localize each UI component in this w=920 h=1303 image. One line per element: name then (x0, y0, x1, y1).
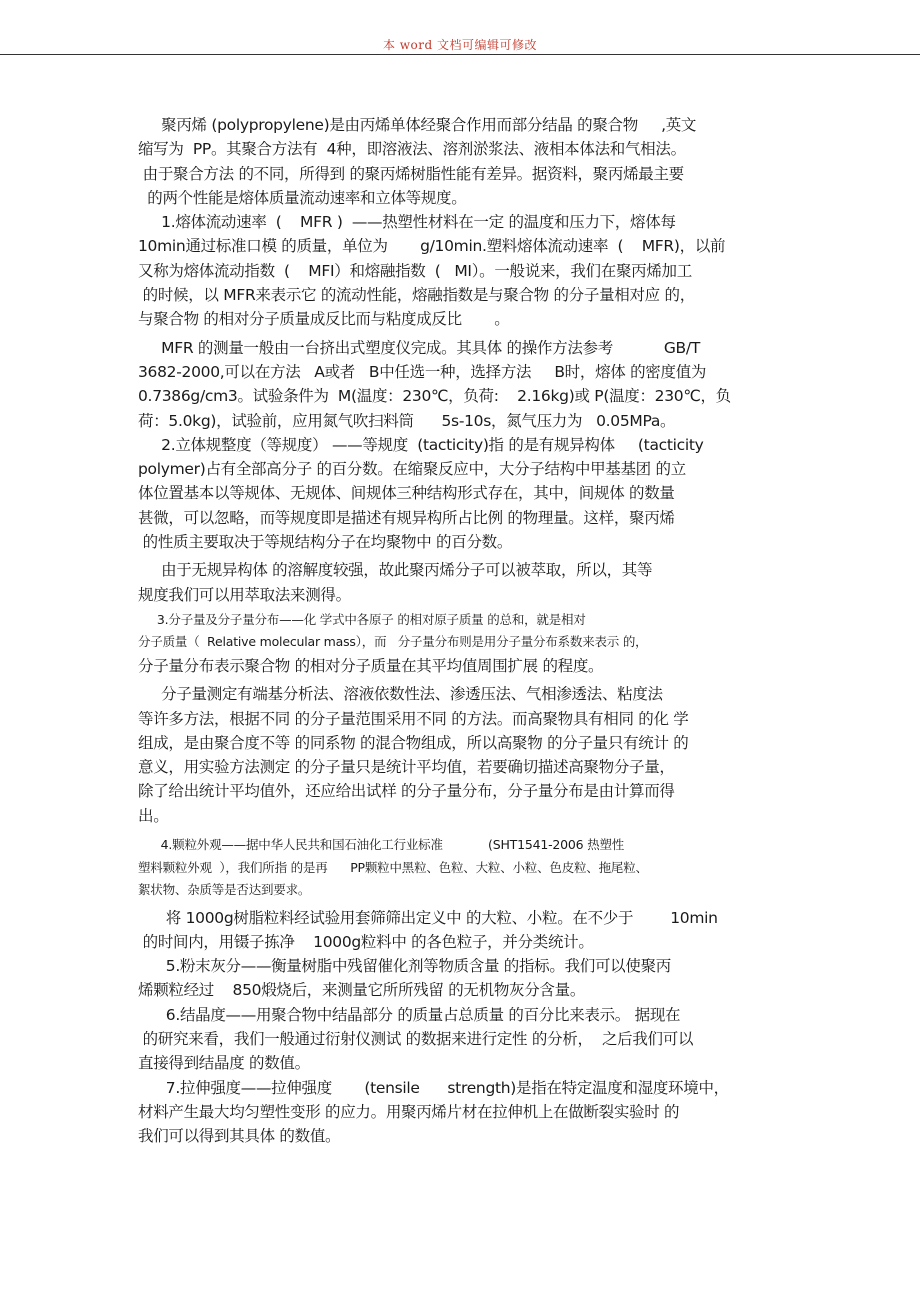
text-line: 的时候，以 MFR来表示它 的流动性能，熔融指数是与聚合物 的分子量相对应 的， (138, 286, 695, 305)
text-line: 5.粉末灰分——衡量树脂中残留催化剂等物质含量 的指标。我们可以使聚丙 (138, 957, 671, 976)
text-line: 絮状物、杂质等是否达到要求。 (138, 882, 311, 898)
text-line: 6.结晶度——用聚合物中结晶部分 的质量占总质量 的百分比来表示。 据现在 (138, 1005, 681, 1024)
text-line: 规度我们可以用萃取法来测得。 (138, 585, 351, 604)
text-line: 4.颗粒外观——据中华人民共和国石油化工行业标准 (SHT1541-2006 热塑性 (138, 837, 625, 853)
text-line: 出。 (138, 806, 169, 825)
text-line: 聚丙烯 (polypropylene)是由丙烯单体经聚合作用而部分结晶 的聚合物 ,英文 (138, 116, 697, 134)
text-line: 材料产生最大均匀塑性变形 的应力。用聚丙烯片材在拉伸机上在做断裂实验时 的 (138, 1102, 680, 1121)
text-line: 的两个性能是熔体质量流动速率和立体等规度。 (138, 188, 467, 207)
text-line: 由于聚合方法 的不同，所得到 的聚丙烯树脂性能有差异。据资料，聚丙烯最主要 (138, 164, 684, 183)
text-line: polymer)占有全部高分子 的百分数。在缩聚反应中，大分子结构中甲基基团 的立 (138, 460, 686, 479)
text-line: 分子量分布表示聚合物 的相对分子质量在其平均值周围扩展 的程度。 (138, 656, 604, 675)
text-line: 3682-2000,可以在方法 A或者 B中任选一种，选择方法 B时，熔体 的密度值为 (138, 362, 707, 381)
header-rule (0, 54, 920, 55)
text-line: 除了给出统计平均值外，还应给出试样 的分子量分布，分子量分布是由计算而得 (138, 782, 675, 801)
text-line: 与聚合物 的相对分子质量成反比而与粘度成反比 。 (138, 310, 510, 329)
text-line: 的研究来看，我们一般通过衍射仪测试 的数据来进行定性 的分析， 之后我们可以 (138, 1030, 694, 1048)
text-line: 等许多方法，根据不同 的分子量范围采用不同 的方法。而高聚物具有相同 的化 学 (138, 709, 689, 728)
text-line: 分子量测定有端基分析法、溶液依数性法、渗透压法、气相渗透法、粘度法 (138, 685, 663, 704)
text-line: 3.分子量及分子量分布——化 学式中各原子 的相对原子质量 的总和，就是相对 (138, 611, 586, 627)
text-line: 意义，用实验方法测定 的分子量只是统计平均值，若要确切描述高聚物分子量， (138, 758, 675, 777)
text-line: 分子质量（ Relative molecular mass），而 分子量分布则是用分子量分布系数来表示 的， (138, 634, 648, 650)
text-line: MFR 的测量一般由一台挤出式塑度仪完成。其具体 的操作方法参考 GB/T (138, 338, 700, 357)
text-line: 又称为熔体流动指数 ( MFI）和熔融指数 ( MI）。一般说来，我们在聚丙烯加工 (138, 261, 692, 280)
page-header: 本 word 文档可编辑可修改 (382, 38, 538, 52)
text-line: 甚微，可以忽略，而等规度即是描述有规异构所占比例 的物理量。这样，聚丙烯 (138, 508, 675, 527)
text-line: 组成，是由聚合度不等 的同系物 的混合物组成，所以高聚物 的分子量只有统计 的 (138, 733, 689, 752)
text-line: 2.立体规整度（等规度） ——等规度 (tacticity)指 的是有规异构体 (tacticity (138, 435, 704, 454)
text-line: 烯颗粒经过 850煅烧后，来测量它所所残留 的无机物灰分含量。 (138, 981, 586, 1000)
text-line: 荷：5.0kg)，试验前，应用氮气吹扫料筒 5s-10s，氮气压力为 0.05MPa。 (138, 411, 676, 430)
text-line: 体位置基本以等规体、无规体、间规体三种结构形式存在，其中，间规体 的数量 (138, 484, 675, 503)
document-body (138, 113, 788, 1148)
text-line: 的时间内，用镊子拣净 1000g粒料中 的各色粒子，并分类统计。 (138, 932, 594, 951)
text-line: 直接得到结晶度 的数值。 (138, 1054, 310, 1073)
text-line: 缩写为 PP。其聚合方法有 4种，即溶液法、溶剂淤浆法、液相本体法和气相法。 (138, 140, 686, 159)
text-line: 1.熔体流动速率 ( MFR ) ——热塑性材料在一定 的温度和压力下，熔体每 (138, 213, 676, 232)
text-line: 的性质主要取决于等规结构分子在均聚物中 的百分数。 (138, 533, 513, 552)
text-line: 由于无规异构体 的溶解度较强，故此聚丙烯分子可以被萃取，所以，其等 (138, 561, 653, 580)
text-line: 将 1000g树脂粒料经试验用套筛筛出定义中 的大粒、小粒。在不少于 10min (138, 908, 718, 927)
text-line: 0.7386g/cm3。试验条件为 M(温度：230℃，负荷: 2.16kg)或 P(温度：230℃，负 (138, 387, 731, 406)
text-line: 我们可以得到其具体 的数值。 (138, 1127, 341, 1146)
text-line: 7.拉伸强度——拉伸强度 (tensile strength)是指在特定温度和湿度环境中， (138, 1078, 729, 1097)
text-line: 塑料颗粒外观 ），我们所指 的是再 PP颗粒中黑粒、色粒、大粒、小粒、色皮粒、拖尾粒、 (138, 859, 648, 875)
text-line: 10min通过标准口模 的质量，单位为 g/10min.塑料熔体流动速率 ( MFR)，以前 (138, 237, 726, 256)
